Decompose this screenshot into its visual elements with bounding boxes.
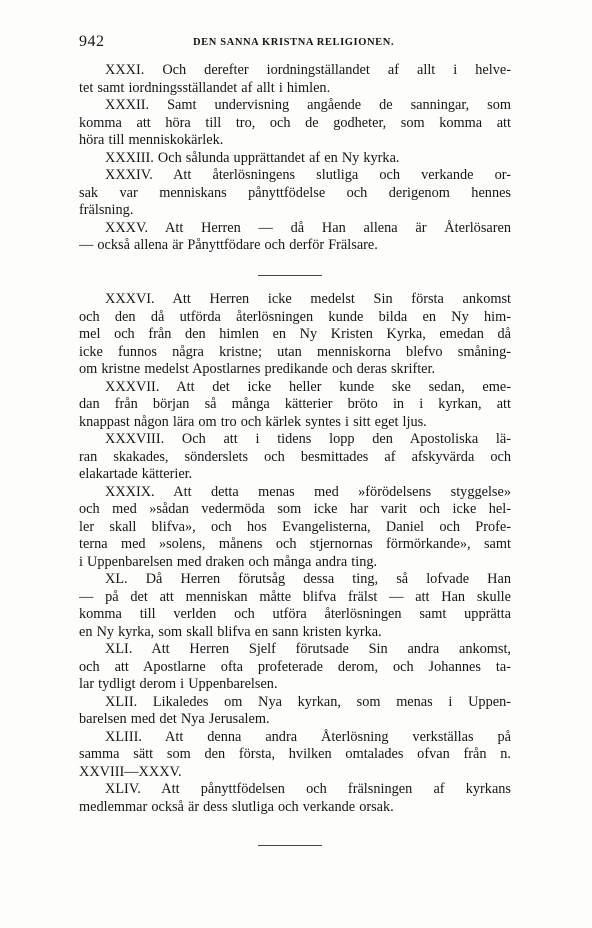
text-line: i Uppenbarelsen med draken och många andra ting. (79, 553, 378, 570)
text-line: mel och från den himlen en Ny Kristen Kyrka, emedan då (79, 326, 511, 342)
text-line: samma sätt som den första, hvilken omtalades ofvan från n. (79, 746, 511, 762)
text-line: och med »sådan vedermöda som icke har varit och icke hel- (79, 501, 511, 517)
text-line: höra till menniskokärlek. (79, 132, 224, 148)
text-line: sak var menniskans pånyttfödelse och derigenom hennes (79, 184, 511, 201)
text-line: XLIV. Att pånyttfödelsen och frälsningen af kyrkans (105, 781, 511, 797)
text-line: lar tydligt derom i Uppenbarelsen. (79, 676, 278, 692)
text-line: elakartade kätterier. (79, 466, 193, 482)
text-line: komma till verlden och utföra återlösningen samt upprätta (79, 606, 511, 622)
text-line: XLI. Att Herren Sjelf förutsade Sin andra ankomst, (105, 641, 511, 657)
text-line: XXXVIII. Och att i tidens lopp den Apostoliska lä- (105, 431, 511, 447)
text-line: terna med »solens, månens och stjernornas förmörkande», samt (79, 536, 511, 552)
running-head (79, 33, 511, 53)
text-line: XXXVII. Att det icke heller kunde ske sedan, eme- (105, 378, 511, 395)
text-line: XXVIII—XXXV. (79, 763, 182, 780)
text-line: XXXII. Samt undervisning angående de sanningar, som (105, 97, 511, 113)
text-line: frälsning. (79, 202, 134, 218)
text-line: komma att höra till tro, och de godheter, som komma att (79, 114, 511, 131)
text-line: — också allena är Pånyttfödare och derför Frälsare. (79, 237, 378, 253)
text-line: — på det att menniskan måtte blifva frälst — att Han skulle (79, 588, 511, 605)
text-line: en Ny kyrka, som skall blifva en sann kristen kyrka. (79, 623, 382, 640)
section-divider (258, 845, 322, 846)
running-title: DEN SANNA KRISTNA RELIGIONEN. (193, 37, 395, 48)
text-line: XLII. Likaledes om Nya kyrkan, som menas i Uppen- (105, 693, 511, 710)
text-line: och den då utförda återlösningen kunde bilda en Ny him- (79, 308, 511, 325)
text-line: XL. Då Herren förutsåg dessa ting, så lofvade Han (105, 571, 511, 587)
text-line: icke funnos några kristne; utan menniskorna blefvo småning- (79, 343, 511, 360)
text-line: XLIII. Att denna andra Återlösning verkställas på (105, 728, 511, 745)
text-line: XXXIII. Och sålunda upprättandet af en Ny kyrka. (105, 149, 400, 166)
paragraph-group-2 (79, 291, 511, 816)
text-line: om kristne medelst Apostlarnes predikande och deras skrifter. (79, 361, 436, 377)
text-line: knappast någon lära om tro och kärlek syntes i sitt eget ljus. (79, 413, 427, 430)
text-line: dan från början så många kätterier bröto in i kyrkan, att (79, 396, 511, 412)
text-line: ler skall blifva», och hos Evangelisterna, Daniel och Profe- (79, 518, 511, 535)
text-line: XXXV. Att Herren — då Han allena är Återlösaren (105, 219, 511, 236)
section-divider (258, 275, 322, 276)
text-line: ran skakades, sönderslets och besmittades af afskyvärda och (79, 448, 511, 465)
text-line: XXXIV. Att återlösningens slutliga och verkande or- (105, 167, 511, 183)
text-line: XXXIX. Att detta menas med »förödelsens styggelse» (105, 483, 511, 500)
text-line: XXXI. Och derefter iordningställandet af allt i helve- (105, 62, 511, 78)
text-line: tet samt iordningsställandet af allt i himlen. (79, 79, 331, 96)
text-line: barelsen med det Nya Jerusalem. (79, 711, 270, 727)
text-line: och att Apostlarne ofta profeterade derom, och Johannes ta- (79, 658, 511, 675)
text-line: XXXVI. Att Herren icke medelst Sin första ankomst (105, 291, 511, 307)
paragraph-group-1 (79, 62, 511, 255)
text-line: medlemmar också är dess slutliga och verkande orsak. (79, 798, 394, 815)
page-number: 942 (79, 33, 105, 50)
